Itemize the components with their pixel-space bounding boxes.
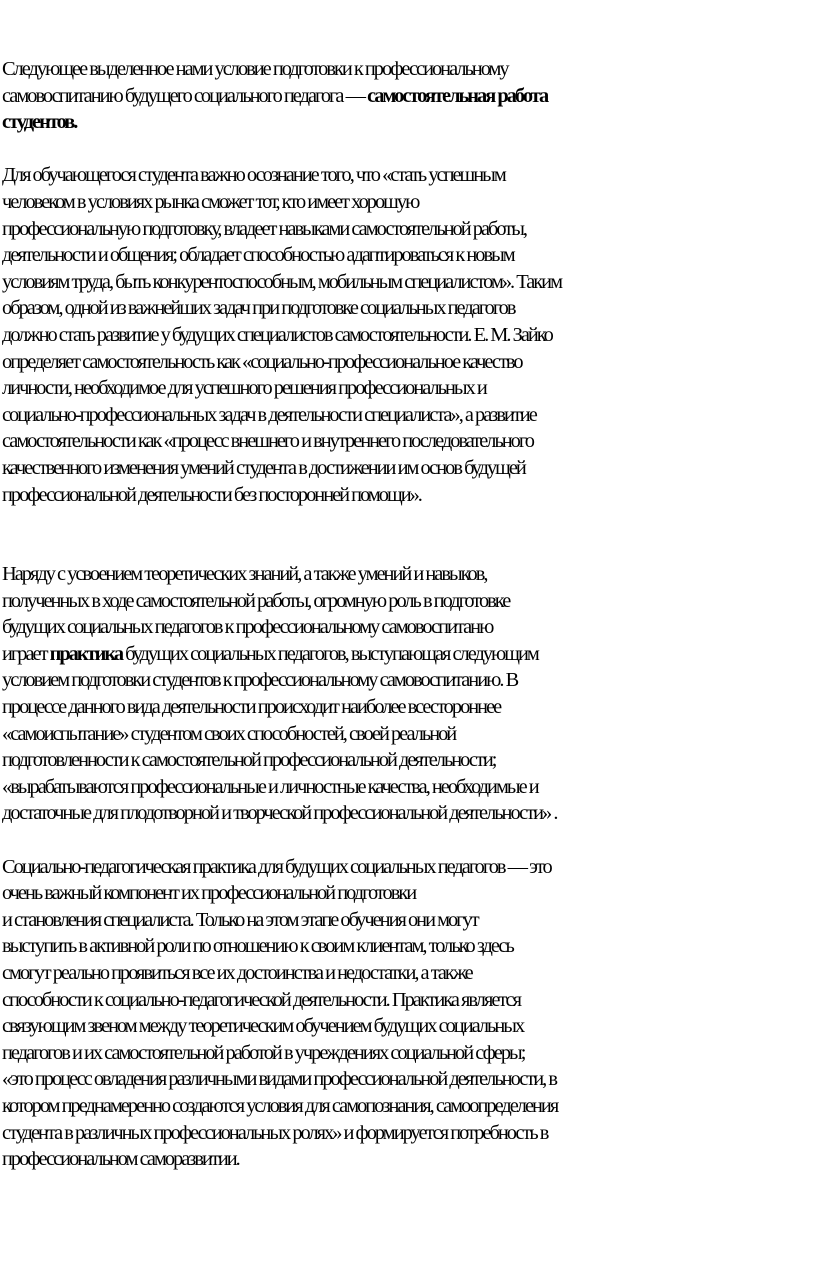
text-line: образом, одной из важнейших задач при подготовке социальных педагогов <box>2 297 515 320</box>
text-line: «вырабатываются профессиональные и личностные качества, необходимые и <box>2 775 538 798</box>
text-line: полученных в ходе самостоятельной работы, огромную роль в подготовке <box>2 589 510 612</box>
text-line: социально-профессиональных задач в деятельности специалиста», а развитие <box>2 403 536 426</box>
text-line: Для обучающегося студента важно осознание того, что «стать успешным <box>2 164 505 187</box>
text-line <box>2 83 816 110</box>
text-line: способности к социально-педагогической деятельности. Практика является <box>2 988 520 1011</box>
paragraph-3 <box>0 561 816 827</box>
paragraph-1 <box>0 56 816 136</box>
bold-term-students: студентов. <box>2 111 77 134</box>
text-line: Социально-педагогическая практика для будущих социальных педагогов — это <box>2 855 551 878</box>
text-line: педагогов и их самостоятельной работой в учреждениях социальной сферы; <box>2 1041 525 1064</box>
text-line: качественного изменения умений студента в достижении им основ будущей <box>2 456 525 479</box>
bold-term-practice: практика <box>49 642 123 665</box>
text-line: смогут реально проявиться все их достоинства и недостатки, а также <box>2 962 472 984</box>
text-line: условиям труда, быть конкурентоспособным, мобильным специалистом». Таким <box>2 270 561 293</box>
text-line: личности, необходимое для успешного решения профессиональных и <box>2 377 486 400</box>
text-line: условием подготовки студентов к профессиональному самовоспитанию. В <box>2 669 518 692</box>
text-line: подготовленности к самостоятельной профессиональной деятельности; <box>2 749 496 772</box>
text-line: Следующее выделенное нами условие подготовки к профессиональному <box>2 58 508 80</box>
text-line: и становления специалиста. Только на этом этапе обучения они могут <box>2 908 478 931</box>
text-line: будущих социальных педагогов к профессиональному самовоспитаню <box>2 616 493 639</box>
text-line: Наряду с усвоением теоретических знаний, а также умений и навыков, <box>2 563 487 586</box>
text-line: процессе данного вида деятельности происходит наиболее всестороннее <box>2 696 501 719</box>
text-line: человеком в условиях рынка сможет тот, кто имеет хорошую <box>2 190 419 213</box>
text-line: очень важный компонент их профессиональной подготовки <box>2 882 416 905</box>
text-line: должно стать развитие у будущих специалистов самостоятельности. Е. М. Зайко <box>2 323 552 346</box>
text-line: профессиональную подготовку, владеет навыками самостоятельной работы, <box>2 217 527 240</box>
paragraph-4 <box>0 854 816 1173</box>
text-line: «это процесс овладения различными видами профессиональной деятельности, в <box>2 1068 556 1091</box>
text-line <box>2 641 816 668</box>
text-line: «самоиспытание» студентом своих способностей, своей реальной <box>2 722 456 745</box>
text-line: самостоятельности как «процесс внешнего и внутреннего последовательного <box>2 430 533 453</box>
text-run: играет <box>2 642 50 665</box>
bold-term-independent-work: самостоятельная работа <box>367 84 548 107</box>
text-line: связующим звеном между теоретическим обучением будущих социальных <box>2 1015 524 1038</box>
text-run: самовоспитанию будущего социального педагога — <box>2 84 368 107</box>
text-line: деятельности и общения; обладает способностью адаптироваться к новым <box>2 244 514 267</box>
text-line: профессиональной деятельности без посторонней помощи». <box>2 483 421 506</box>
text-run: будущих социальных педагогов, выступающая следующим <box>122 642 538 665</box>
text-line: выступить в активной роли по отношению к своим клиентам, только здесь <box>2 935 513 958</box>
paragraph-2 <box>0 162 816 508</box>
text-line: определяет самостоятельность как «социально-профессиональное качество <box>2 350 522 373</box>
text-line: профессиональном саморазвитии. <box>2 1148 239 1171</box>
text-line: котором преднамеренно создаются условия для самопознания, самоопределения <box>2 1094 558 1117</box>
text-line: студента в различных профессиональных ролях» и формируется потребность в <box>2 1121 548 1144</box>
text-line: достаточные для плодотворной и творческой профессиональной деятельности» . <box>2 802 557 825</box>
document-page <box>0 56 816 1199</box>
